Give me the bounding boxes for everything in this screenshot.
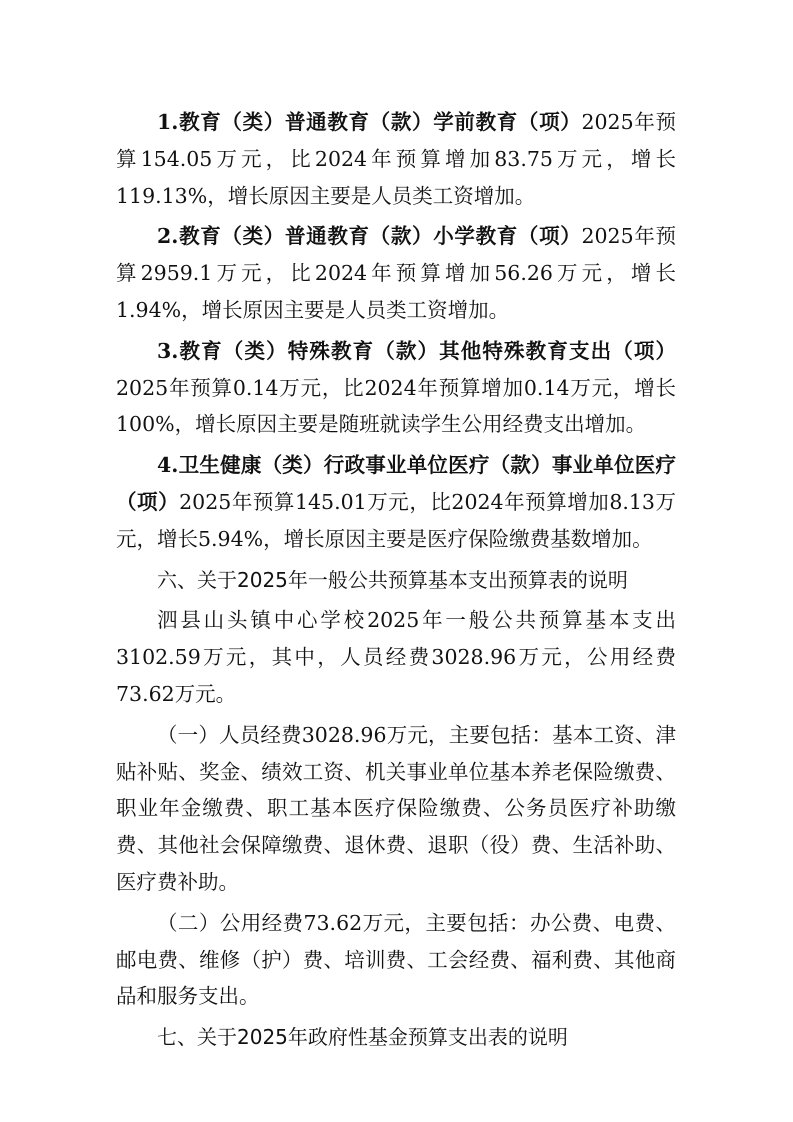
item-text: 2025年预算2959.1万元，比2024年预算增加56.26万元，增长1.94%，增长原因主要是人员类工资增加。 [116,224,676,322]
paragraph-primary-education [116,218,676,328]
document-body [116,104,676,1056]
section-6-heading: 六、关于2025年一般公共预算基本支出预算表的说明 [157,567,628,592]
item-lead: 3.教育（类）特殊教育（款）其他特殊教育支出（项） [157,338,676,363]
public-expenses-paragraph: （二）公用经费73.62万元，主要包括：办公费、电费、邮电费、维修（护）费、培训费、工会经费、福利费、其他商品和服务支出。 [116,910,676,1009]
item-text: 2025年预算0.14万元，比2024年预算增加0.14万元，增长100%，增长原因主要是随班就读学生公用经费支出增加。 [116,375,676,437]
section-7-heading: 七、关于2025年政府性基金预算支出表的说明 [157,1025,568,1050]
item-text: 2025年预算154.05万元，比2024年预算增加83.75万元，增长119.13%，增长原因主要是人员类工资增加。 [116,110,676,208]
paragraph-health-medical [116,447,676,557]
item-lead: 1.教育（类）普通教育（款）学前教育（项） [157,110,582,134]
item-lead: 2.教育（类）普通教育（款）小学教育（项） [157,224,582,249]
item-text: 2025年预算145.01万元，比2024年预算增加8.13万元，增长5.94%，增长原因主要是医疗保险缴费基数增加。 [116,489,676,551]
section-6-intro: 泗县山头镇中心学校2025年一般公共预算基本支出3102.59万元，其中，人员经费3028.96万元，公用经费73.62万元。 [116,608,676,706]
personnel-expenses-paragraph: （一）人员经费3028.96万元，主要包括：基本工资、津贴补贴、奖金、绩效工资、机关事业单位基本养老保险缴费、职业年金缴费、职工基本医疗保险缴费、公务员医疗补助缴费、其他社会保障缴费、退休费、退职（役）费、生活补助、医疗费补助。 [116,722,676,894]
paragraph-preschool-education [116,104,676,214]
item-lead: 4.卫生健康（类）行政事业单位医疗（款）事业单位医疗（项） [116,453,676,514]
paragraph-special-education [116,333,676,443]
